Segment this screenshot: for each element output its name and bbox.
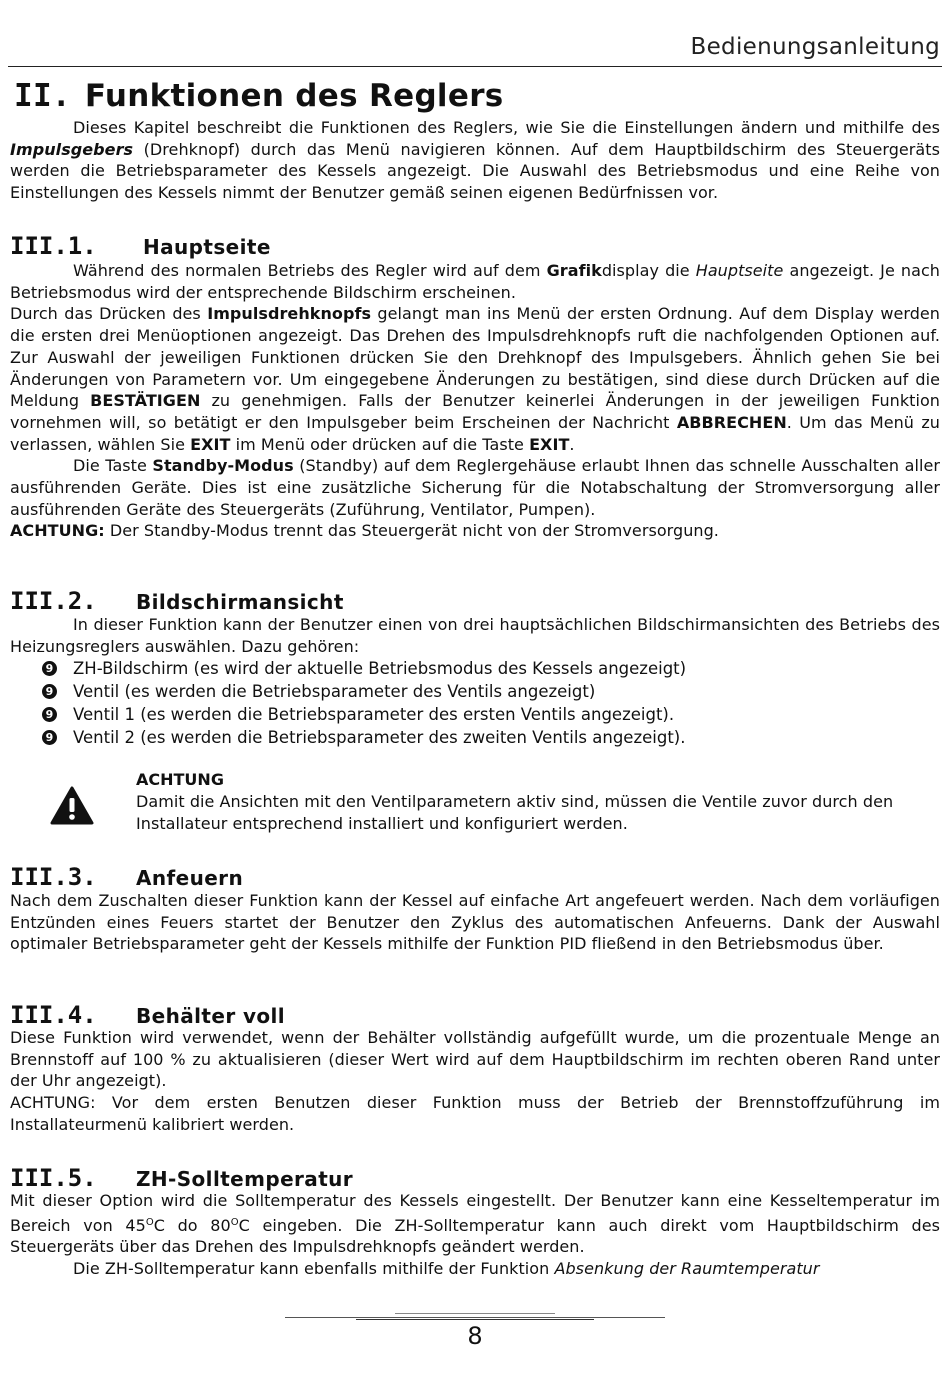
list-item (42, 726, 922, 749)
chapter-heading (14, 78, 504, 114)
list-item (42, 657, 922, 680)
section-number: III.2. (10, 587, 97, 615)
bullet-icon: 9 (42, 707, 57, 722)
paragraph (10, 1258, 940, 1280)
section-heading-iii-4 (10, 1001, 285, 1029)
paragraph (10, 1190, 940, 1258)
text-run-bold: BESTÄTIGEN (90, 391, 201, 411)
text-run-italic: Hauptseite (695, 261, 784, 280)
section-number: III.5. (10, 1164, 97, 1192)
text-run: Die ZH-Solltemperatur kann ebenfalls mithilfe der Funktion (73, 1259, 555, 1279)
text-run: zu genehmigen. Falls der Benutzer keinerlei Änderungen in der jeweiligen Funktion vornehmen will, so betätigt er den Impulsgeber beim Erscheinen der Nachricht (10, 391, 940, 432)
section-number: III.3. (10, 863, 97, 891)
chapter-intro (10, 117, 940, 204)
text-run-bold: ABBRECHEN (676, 412, 787, 432)
text-run: display die (601, 261, 696, 280)
text-run: . Um das Menü zu verlassen, wählen Sie (10, 412, 940, 454)
paragraph: ACHTUNG: Vor dem ersten Benutzen dieser Funktion muss der Betrieb der Brennstoffzuführung im Installateurmenü kalibriert werden. (10, 1093, 940, 1134)
list-item-text: Ventil 1 (es werden die Betriebsparameter des ersten Ventils angezeigt). (73, 705, 675, 724)
text-run-bold: EXIT (190, 434, 231, 454)
section-heading-iii-3 (10, 863, 243, 891)
section-body-iii-1 (10, 260, 940, 542)
paragraph (10, 303, 940, 455)
footer-rule (356, 1319, 594, 1320)
section-body-iii-5 (10, 1190, 940, 1280)
paragraph (10, 520, 940, 542)
text-run: (Drehknopf) durch das Menü navigieren können. Auf dem Hauptbildschirm des Steuergeräts werden die Betriebsparameter des Kessels angezeigt. Die Auswahl des Betriebsmodus und eine Reihe von Einstellungen des Kessels nimmt der Benutzer gemäß seinen eigenen Bedürfnissen vor. (10, 139, 940, 203)
list-item-text: Ventil 2 (es werden die Betriebsparameter des zweiten Ventils angezeigt). (73, 728, 686, 747)
page-number: 8 (467, 1322, 483, 1350)
paragraph: Nach dem Zuschalten dieser Funktion kann der Kessel auf einfache Art angefeuert werden. Nach dem vorläufigen Entzünden eines Feuers startet der Benutzer den Zyklus des automatischen Anfeuerns. Dank der Auswahl optimaler Betriebsparameter geht der Kessels mithilfe der Funktion PID fließend in den Betriebsmodus über. (10, 891, 940, 954)
view-list (42, 657, 922, 749)
section-body-iii-3 (10, 890, 940, 955)
section-heading-iii-1 (10, 232, 271, 260)
paragraph: Diese Funktion wird verwendet, wenn der Behälter vollständig aufgefüllt wurde, um die prozentuale Menge an Brennstoff auf 100 % zu aktualisieren (dieser Wert wird auf dem Hauptbildschirm im rechten oberen Rand unter der Uhr angezeigt). (10, 1028, 940, 1091)
warning-text: Damit die Ansichten mit den Ventilparametern aktiv sind, müssen die Ventile zuvor durch den Installateur entsprechend installiert und konfiguriert werden. (136, 792, 894, 833)
text-run-bold: Impulsgebers (10, 139, 134, 159)
bullet-icon: 9 (42, 684, 57, 699)
section-title: Behälter voll (136, 1004, 286, 1028)
section-title: Anfeuern (136, 866, 244, 890)
bullet-icon: 9 (42, 730, 57, 745)
text-run-bold: Grafik (546, 261, 602, 280)
section-number: III.1. (10, 232, 97, 260)
degree-sign: O (230, 1216, 239, 1228)
text-run: C eingeben. Die ZH-Solltemperatur kann auch direkt vom Hauptbildschirm des Steuergeräts über das Drehen des Impulsdrehknopfs geändert werden. (10, 1215, 940, 1257)
warning-title: ACHTUNG (136, 770, 224, 789)
paragraph (10, 455, 940, 520)
paragraph: In dieser Funktion kann der Benutzer einen von drei hauptsächlichen Bildschirmansichten des Betriebs des Heizungsreglers auswählen. Dazu gehören: (10, 615, 940, 656)
text-run-bold: Standby-Modus (152, 456, 294, 476)
section-title: Bildschirmansicht (136, 590, 344, 614)
page-header-title: Bedienungsanleitung (690, 34, 940, 60)
footer-rule (285, 1317, 665, 1318)
text-run: Die Taste (73, 456, 153, 476)
list-item-text: Ventil (es werden die Betriebsparameter des Ventils angezeigt) (73, 682, 596, 701)
text-run-bold: EXIT (529, 434, 570, 454)
section-heading-iii-2 (10, 587, 344, 615)
text-run-bold: ACHTUNG: (10, 521, 105, 541)
list-item (42, 703, 922, 726)
chapter-number: II. (14, 78, 71, 114)
text-run: Der Standby-Modus trennt das Steuergerät nicht von der Stromversorgung. (104, 521, 719, 541)
text-run-bold: Impulsdrehknopfs (207, 304, 372, 324)
section-title: Hauptseite (143, 235, 271, 259)
text-run: (Standby) auf dem Reglergehäuse erlaubt Ihnen das schnelle Ausschalten aller ausführenden Geräte. Dies ist eine zusätzliche Sicherung für die Notabschaltung der Stromversorgung aller ausführenden Geräte des Steuergeräts (Zuführung, Ventilator, Pumpen). (10, 456, 940, 519)
text-run: Dieses Kapitel beschreibt die Funktionen des Reglers, wie Sie die Einstellungen ändern und mithilfe des (73, 118, 940, 137)
chapter-title: Funktionen des Reglers (84, 78, 504, 114)
list-item-text: ZH-Bildschirm (es wird der aktuelle Betriebsmodus des Kessels angezeigt) (73, 659, 687, 678)
text-run-italic: Absenkung der Raumtemperatur (554, 1259, 820, 1279)
degree-sign: O (145, 1216, 154, 1228)
text-run: Mit dieser Option wird die Solltemperatur des Kessels eingestellt. Der Benutzer kann eine Kesseltemperatur im Bereich von 45 (10, 1191, 940, 1235)
bullet-icon: 9 (42, 661, 57, 676)
paragraph (10, 260, 940, 303)
text-run: Während des normalen Betriebs des Regler wird auf dem (73, 261, 547, 280)
text-run: angezeigt. Je nach Betriebsmodus wird der entsprechende Bildschirm erscheinen. (10, 261, 941, 302)
list-item (42, 680, 922, 703)
warning-icon (50, 786, 94, 826)
section-body-iii-2 (10, 614, 940, 657)
chapter-intro-paragraph (10, 117, 940, 204)
text-run: . (569, 434, 575, 454)
text-run: gelangt man ins Menü der ersten Ordnung. Auf dem Display werden die ersten drei Menüoptionen angezeigt. Das Drehen des Impulsdrehknopfs ruft die nachfolgenden Optionen auf. Zur Auswahl der jeweiligen Funktionen drücken Sie den Drehknopf des Impulsgebers. Ähnlich gehen Sie bei Änderungen von Parametern vor. Um eingegebene Änderungen zu bestätigen, sind diese durch Drücken auf die Meldung (10, 304, 941, 411)
header-rule (8, 66, 942, 67)
footer-rule (395, 1313, 555, 1314)
text-run: Durch das Drücken des (10, 304, 208, 324)
section-heading-iii-5 (10, 1164, 353, 1192)
section-title: ZH-Solltemperatur (136, 1167, 354, 1191)
warning-box (136, 769, 936, 834)
text-run: C do 80 (153, 1215, 231, 1235)
section-number: III.4. (10, 1001, 97, 1029)
section-body-iii-4 (10, 1027, 940, 1136)
text-run: im Menü oder drücken auf die Taste (230, 434, 530, 454)
